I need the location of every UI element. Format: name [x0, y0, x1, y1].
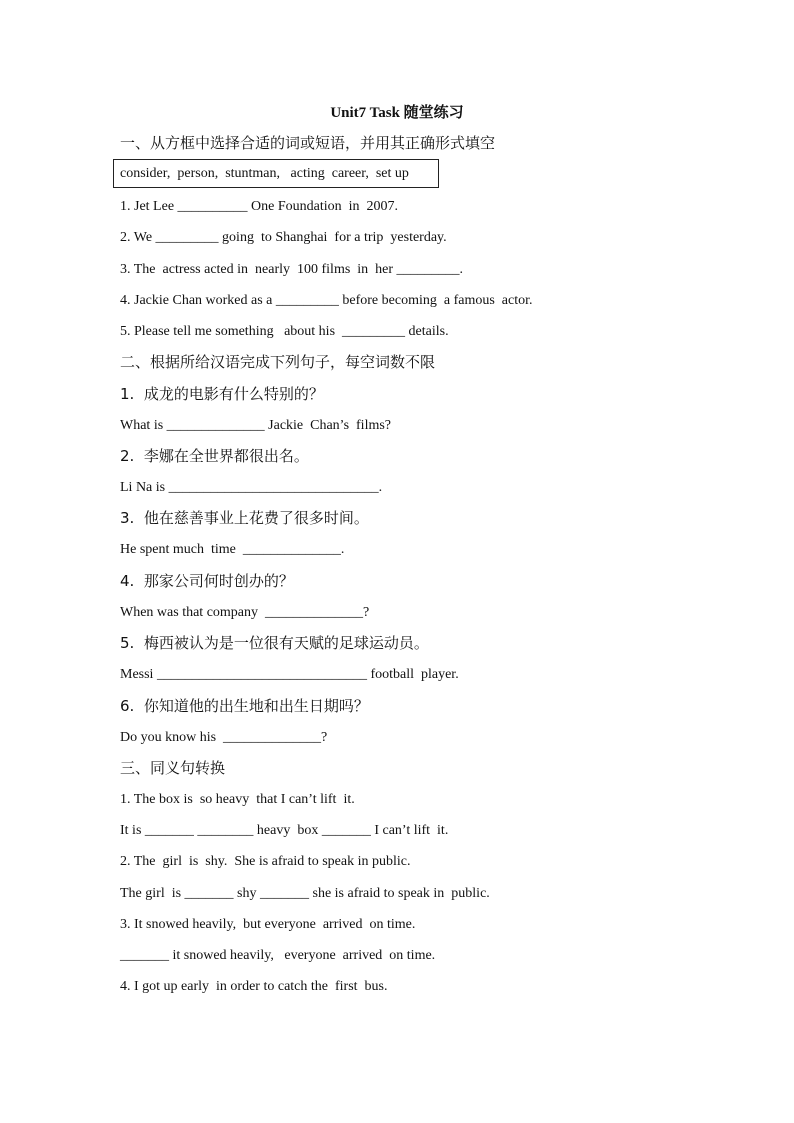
word-box	[113, 159, 439, 188]
section-2-item-5-en: Messi ______________________________ football player.	[120, 667, 459, 682]
section-2-item-2-en: Li Na is ______________________________.	[120, 480, 383, 495]
section-3-heading: 三、同义句转换	[120, 759, 226, 777]
section-3-line-6: _______ it snowed heavily, everyone arrived on time.	[120, 948, 436, 963]
section-1-item-2: 2. We _________ going to Shanghai for a trip yesterday.	[120, 230, 447, 245]
section-2-item-1-en: What is ______________ Jackie Chan’s films?	[120, 418, 392, 433]
section-2-item-6-en: Do you know his ______________?	[120, 730, 328, 745]
section-3-line-2: It is _______ ________ heavy box _______ I can’t lift it.	[120, 823, 449, 838]
section-3-line-4: The girl is _______ shy _______ she is afraid to speak in public.	[120, 886, 490, 901]
section-1-item-1: 1. Jet Lee __________ One Foundation in 2007.	[120, 199, 399, 214]
section-2-item-4-cn: 4. 那家公司何时创办的？	[120, 572, 294, 590]
word-box-text: consider, person, stuntman, acting career, set up	[120, 166, 409, 181]
section-2-item-4-en: When was that company ______________?	[120, 605, 370, 620]
section-2-item-3-cn: 3. 他在慈善事业上花费了很多时间。	[120, 509, 369, 527]
section-2-item-3-en: He spent much time ______________.	[120, 542, 345, 557]
section-1-heading: 一、从方框中选择合适的词或短语，并用其正确形式填空	[120, 134, 496, 152]
section-2-item-5-cn: 5. 梅西被认为是一位很有天赋的足球运动员。	[120, 634, 429, 652]
page-title: Unit7 Task 随堂练习	[330, 105, 464, 121]
section-2-item-2-cn: 2. 李娜在全世界都很出名。	[120, 447, 309, 465]
section-1-item-5: 5. Please tell me something about his _________ details.	[120, 324, 449, 339]
section-1-item-4: 4. Jackie Chan worked as a _________ before becoming a famous actor.	[120, 293, 533, 308]
section-3-line-7: 4. I got up early in order to catch the first bus.	[120, 979, 388, 994]
section-3-line-1: 1. The box is so heavy that I can’t lift it.	[120, 792, 355, 807]
section-1-item-3: 3. The actress acted in nearly 100 films in her _________.	[120, 262, 464, 277]
section-2-item-6-cn: 6. 你知道他的出生地和出生日期吗？	[120, 697, 369, 715]
section-2-heading: 二、根据所给汉语完成下列句子，每空词数不限	[120, 353, 436, 371]
section-3-line-3: 2. The girl is shy. She is afraid to speak in public.	[120, 854, 411, 869]
section-2-item-1-cn: 1. 成龙的电影有什么特别的？	[120, 385, 324, 403]
section-3-line-5: 3. It snowed heavily, but everyone arrived on time.	[120, 917, 416, 932]
